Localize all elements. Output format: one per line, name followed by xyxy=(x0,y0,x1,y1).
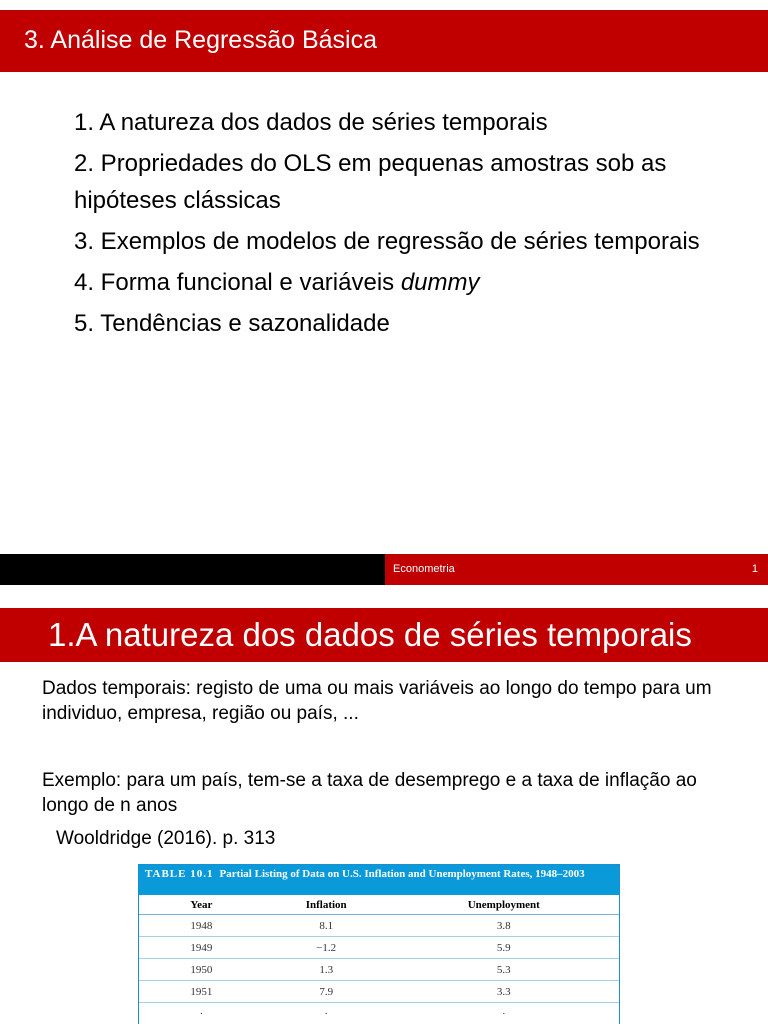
topic-item-4-text: 4. Forma funcional e variáveis xyxy=(74,269,401,296)
topic-item-5: 5. Tendências e sazonalidade xyxy=(74,310,390,337)
paragraph-example: Exemplo: para um país, tem-se a taxa de desemprego e a taxa de inflação ao longo de n anos xyxy=(42,770,697,816)
slide-2 xyxy=(0,598,768,1024)
reference-citation: Wooldridge (2016). p. 313 xyxy=(56,828,276,849)
table-row xyxy=(139,981,619,1003)
table-grid xyxy=(139,895,619,1024)
cell-year: 1949 xyxy=(139,937,264,959)
cell-continuation: · xyxy=(389,1003,619,1024)
topic-item-4 xyxy=(74,264,734,301)
header-year: Year xyxy=(139,895,264,915)
slide-1-title: 3. Análise de Regressão Básica xyxy=(24,26,377,54)
table-caption xyxy=(139,865,619,895)
cell-inflation: 8.1 xyxy=(264,915,389,937)
table-header-row xyxy=(139,895,619,915)
table-row xyxy=(139,959,619,981)
cell-continuation: · xyxy=(264,1003,389,1024)
topic-item-4-italic: dummy xyxy=(400,269,480,296)
slide-2-title-bar xyxy=(0,608,768,662)
cell-unemployment: 5.9 xyxy=(389,937,619,959)
header-inflation: Inflation xyxy=(264,895,389,915)
cell-unemployment: 5.3 xyxy=(389,959,619,981)
topic-item-2: 2. Propriedades do OLS em pequenas amostras sob as hipóteses clássicas xyxy=(74,150,667,214)
header-unemployment: Unemployment xyxy=(389,895,619,915)
cell-continuation: · xyxy=(139,1003,264,1024)
table-row xyxy=(139,937,619,959)
footer-left-band xyxy=(0,554,385,585)
topic-item-1: 1. A natureza dos dados de séries temporais xyxy=(74,109,548,136)
cell-year: 1951 xyxy=(139,981,264,1003)
slide-2-title: 1.A natureza dos dados de séries temporais xyxy=(48,616,692,653)
cell-inflation: 1.3 xyxy=(264,959,389,981)
topic-item-3: 3. Exemplos de modelos de regressão de séries temporais xyxy=(74,228,700,255)
footer-right-band xyxy=(385,554,768,585)
cell-year: 1950 xyxy=(139,959,264,981)
table-row xyxy=(139,915,619,937)
data-table xyxy=(138,864,620,1024)
cell-unemployment: 3.3 xyxy=(389,981,619,1003)
cell-inflation: 7.9 xyxy=(264,981,389,1003)
footer-course: Econometria xyxy=(393,563,455,575)
topics-list xyxy=(74,104,734,346)
table-caption-text: Partial Listing of Data on U.S. Inflation and Unemployment Rates, 1948–2003 xyxy=(219,868,585,880)
cell-year: 1948 xyxy=(139,915,264,937)
slide-1-title-bar xyxy=(0,10,768,72)
slide-separator xyxy=(0,585,768,598)
footer-page-number: 1 xyxy=(751,563,758,575)
cell-unemployment: 3.8 xyxy=(389,915,619,937)
table-label: TABLE 10.1 xyxy=(145,868,214,880)
paragraph-definition: Dados temporais: registo de uma ou mais variáveis ao longo do tempo para um individuo, empresa, região ou país, ... xyxy=(42,678,712,724)
table-continuation-row xyxy=(139,1003,619,1024)
cell-inflation: −1.2 xyxy=(264,937,389,959)
